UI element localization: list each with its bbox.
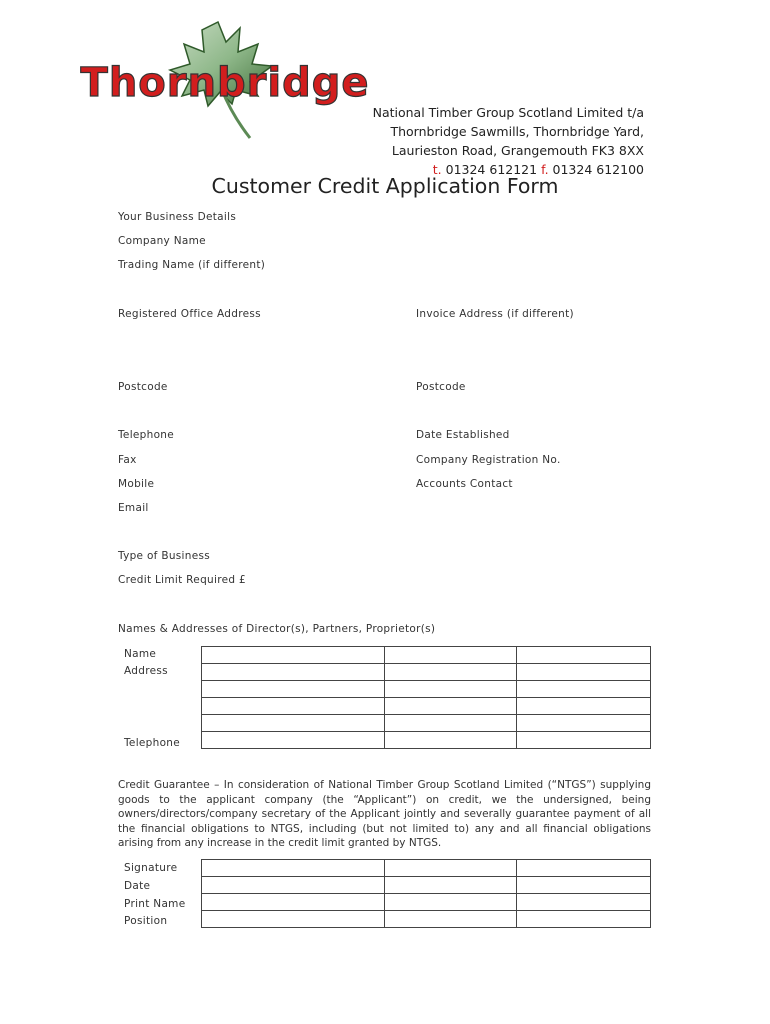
date-label: Date bbox=[124, 880, 151, 892]
email-label: Email bbox=[118, 502, 149, 514]
table-cell[interactable] bbox=[202, 664, 385, 681]
table-cell[interactable] bbox=[384, 894, 517, 911]
table-cell[interactable] bbox=[384, 911, 517, 928]
logo-text: Thornbridge bbox=[80, 60, 370, 106]
maple-leaf-icon bbox=[80, 20, 370, 145]
table-row bbox=[202, 860, 651, 877]
table-cell[interactable] bbox=[517, 894, 651, 911]
signature-table bbox=[201, 859, 651, 928]
directors-heading: Names & Addresses of Director(s), Partners, Proprietor(s) bbox=[118, 623, 436, 635]
table-row bbox=[202, 732, 651, 749]
trading-name-label: Trading Name (if different) bbox=[118, 259, 266, 271]
table-cell[interactable] bbox=[517, 877, 651, 894]
table-cell[interactable] bbox=[517, 681, 651, 698]
phone-label: t. bbox=[432, 162, 442, 177]
company-line-3: Laurieston Road, Grangemouth FK3 8XX bbox=[391, 143, 644, 158]
date-established-label: Date Established bbox=[416, 429, 510, 441]
thornbridge-logo bbox=[80, 20, 370, 145]
company-line-1: National Timber Group Scotland Limited t/a bbox=[372, 105, 644, 120]
table-cell[interactable] bbox=[517, 647, 651, 664]
fax-label-field: Fax bbox=[118, 454, 137, 466]
table-cell[interactable] bbox=[517, 715, 651, 732]
table-cell[interactable] bbox=[517, 732, 651, 749]
table-row bbox=[202, 877, 651, 894]
table-row bbox=[202, 664, 651, 681]
signature-label: Signature bbox=[124, 862, 178, 874]
table-cell[interactable] bbox=[202, 877, 385, 894]
table-cell[interactable] bbox=[384, 860, 517, 877]
table-cell[interactable] bbox=[384, 715, 517, 732]
table-row bbox=[202, 894, 651, 911]
table-cell[interactable] bbox=[384, 732, 517, 749]
postcode-right-label: Postcode bbox=[416, 381, 466, 393]
table-row bbox=[202, 698, 651, 715]
company-name-label: Company Name bbox=[118, 235, 206, 247]
table-cell[interactable] bbox=[384, 664, 517, 681]
print-name-label: Print Name bbox=[124, 898, 186, 910]
table-cell[interactable] bbox=[202, 732, 385, 749]
table-cell[interactable] bbox=[202, 894, 385, 911]
postcode-left-label: Postcode bbox=[118, 381, 168, 393]
table-row bbox=[202, 681, 651, 698]
position-label: Position bbox=[124, 915, 168, 927]
table-cell[interactable] bbox=[384, 877, 517, 894]
table-row bbox=[202, 911, 651, 928]
registered-office-label: Registered Office Address bbox=[118, 308, 261, 320]
table-cell[interactable] bbox=[517, 860, 651, 877]
company-address-block bbox=[373, 103, 644, 179]
credit-limit-label: Credit Limit Required £ bbox=[118, 574, 246, 586]
table-cell[interactable] bbox=[517, 911, 651, 928]
form-title: Customer Credit Application Form bbox=[211, 174, 559, 198]
invoice-address-label: Invoice Address (if different) bbox=[416, 308, 574, 320]
table-cell[interactable] bbox=[517, 698, 651, 715]
phone-number: 01324 612121 bbox=[445, 162, 538, 177]
table-cell[interactable] bbox=[202, 911, 385, 928]
director-telephone-label: Telephone bbox=[124, 737, 181, 749]
table-cell[interactable] bbox=[384, 698, 517, 715]
company-reg-label: Company Registration No. bbox=[416, 454, 561, 466]
table-cell[interactable] bbox=[202, 647, 385, 664]
mobile-label: Mobile bbox=[118, 478, 155, 490]
table-cell[interactable] bbox=[202, 681, 385, 698]
table-cell[interactable] bbox=[384, 681, 517, 698]
table-cell[interactable] bbox=[517, 664, 651, 681]
table-cell[interactable] bbox=[202, 715, 385, 732]
type-of-business-label: Type of Business bbox=[118, 550, 211, 562]
fax-label: f. bbox=[541, 162, 549, 177]
fax-number: 01324 612100 bbox=[552, 162, 644, 177]
accounts-contact-label: Accounts Contact bbox=[416, 478, 513, 490]
telephone-label: Telephone bbox=[118, 429, 175, 441]
table-cell[interactable] bbox=[384, 647, 517, 664]
table-cell[interactable] bbox=[202, 860, 385, 877]
credit-guarantee-text: Credit Guarantee – In consideration of National Timber Group Scotland Limited (“NTGS”) supplying goods to the applicant company (the “Applicant”) on credit, we the undersigned, being owners/directors/company secretary of the Applicant jointly and severally guarantee payment of all the financial obligations to NTGS, including (but not limited to) any and all financial obligations arising from any increase in the credit limit granted by NTGS. bbox=[118, 779, 651, 850]
director-address-label: Address bbox=[124, 665, 168, 677]
table-row bbox=[202, 715, 651, 732]
table-cell[interactable] bbox=[202, 698, 385, 715]
company-line-2: Thornbridge Sawmills, Thornbridge Yard, bbox=[390, 124, 644, 139]
section-business-details: Your Business Details bbox=[118, 211, 237, 223]
directors-table bbox=[201, 646, 651, 749]
table-row bbox=[202, 647, 651, 664]
director-name-label: Name bbox=[124, 648, 157, 660]
